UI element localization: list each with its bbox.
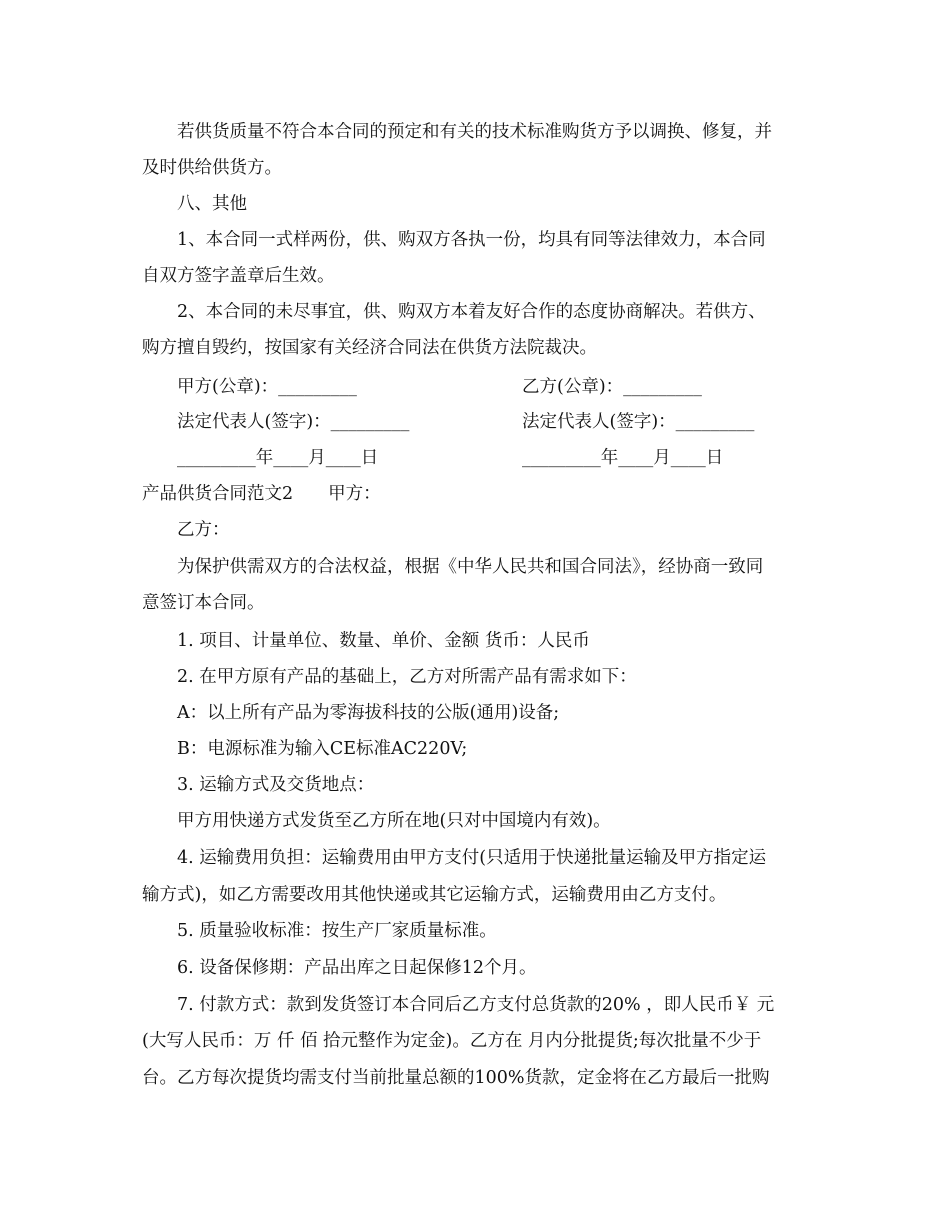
- party-a-date-field: _________年____月____日: [177, 448, 379, 468]
- clause-line: 7. 付款方式：款到发货签订本合同后乙方支付总货款的20% ，即人民币￥ 元: [177, 995, 775, 1015]
- clause-line: B：电源标准为输入CE标准AC220V;: [177, 739, 468, 759]
- party-a-seal-field: 甲方(公章)：_________: [177, 377, 357, 397]
- clause-line: 1. 项目、计量单位、数量、单价、金额 货币：人民币: [177, 631, 590, 651]
- party-b-representative-field: 法定代表人(签字)：_________: [522, 412, 755, 432]
- paragraph-line: 意签订本合同。: [142, 593, 265, 613]
- paragraph-line: 若供货质量不符合本合同的预定和有关的技术标准购货方予以调换、修复，并: [177, 122, 772, 142]
- paragraph-line: 自双方签字盖章后生效。: [142, 266, 335, 286]
- document-title-line: 产品供货合同范文2 甲方：: [142, 484, 381, 504]
- party-b-date-field: _________年____月____日: [522, 448, 724, 468]
- party-b-seal-field: 乙方(公章)：_________: [522, 377, 702, 397]
- clause-line: 3. 运输方式及交货地点：: [177, 775, 375, 795]
- section-heading: 八、其他: [177, 194, 247, 214]
- party-a-representative-field: 法定代表人(签字)：_________: [177, 412, 410, 432]
- clause-line: 5. 质量验收标准：按生产厂家质量标准。: [177, 921, 497, 941]
- clause-line: 4. 运输费用负担：运输费用由甲方支付(只适用于快递批量运输及甲方指定运: [177, 848, 767, 868]
- clause-line: 2. 在甲方原有产品的基础上，乙方对所需产品有需求如下：: [177, 667, 637, 687]
- paragraph-line: 为保护供需双方的合法权益，根据《中华人民共和国合同法》，经协商一致同: [177, 557, 764, 577]
- clause-line: 台。乙方每次提货均需支付当前批量总额的100%货款，定金将在乙方最后一批购: [142, 1068, 770, 1088]
- clause-line: A：以上所有产品为零海拔科技的公版(通用)设备;: [177, 703, 560, 723]
- paragraph-line: 1、本合同一式样两份，供、购双方各执一份，均具有同等法律效力，本合同: [177, 230, 766, 250]
- paragraph-line: 购方擅自毁约，按国家有关经济合同法在供货方法院裁决。: [142, 338, 597, 358]
- clause-line: 输方式)，如乙方需要改用其他快递或其它运输方式，运输费用由乙方支付。: [142, 885, 727, 905]
- clause-line: (大写人民币：万 仟 佰 拾元整作为定金)。乙方在 月内分批提货;每次批量不少于: [142, 1031, 762, 1051]
- paragraph-line: 2、本合同的未尽事宜，供、购双方本着友好合作的态度协商解决。若供方、: [177, 302, 766, 322]
- paragraph-line: 及时供给供货方。: [142, 158, 282, 178]
- clause-line: 6. 设备保修期：产品出库之日起保修12个月。: [177, 958, 537, 978]
- paragraph-line: 乙方：: [177, 520, 230, 540]
- clause-line: 甲方用快递方式发货至乙方所在地(只对中国境内有效)。: [177, 811, 611, 831]
